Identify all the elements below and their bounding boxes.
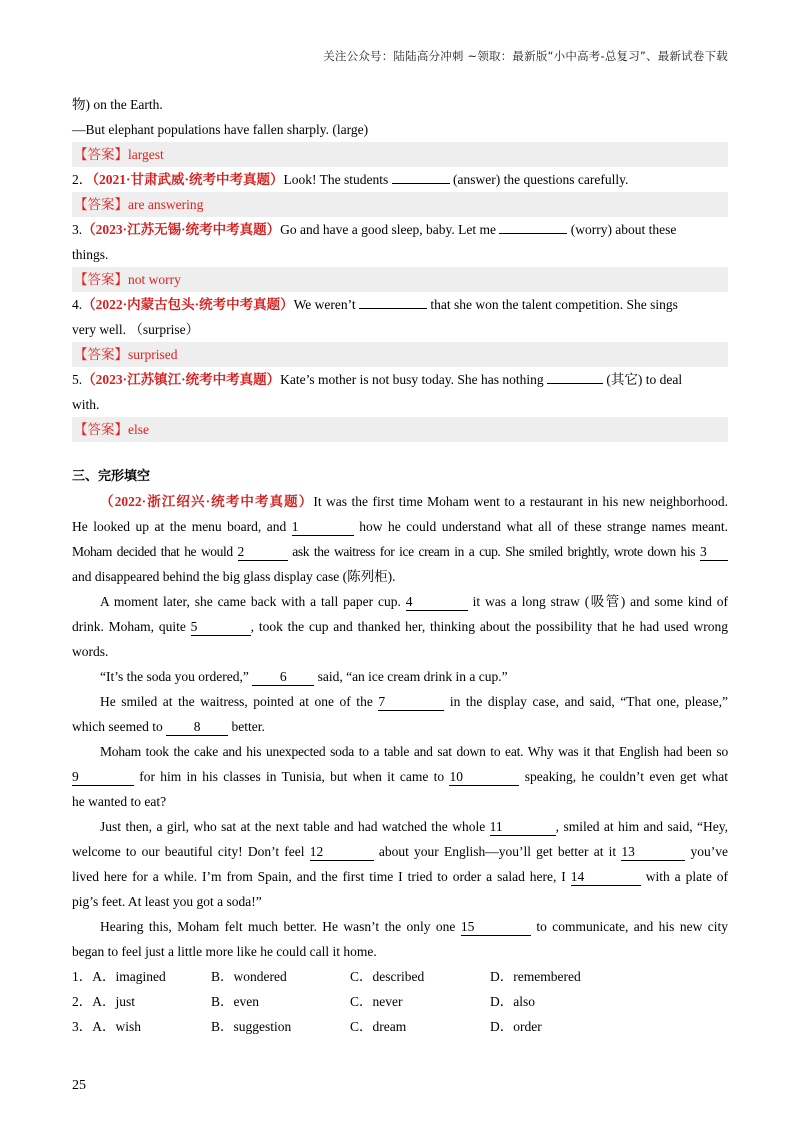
blank-4[interactable]: 4 bbox=[406, 594, 468, 611]
answer-5: 【答案】else bbox=[72, 417, 728, 442]
blank-11[interactable]: 11 bbox=[490, 819, 556, 836]
blank[interactable] bbox=[392, 183, 450, 184]
answer-prev: 【答案】largest bbox=[72, 142, 728, 167]
prev-question-line-1: 物) on the Earth. bbox=[72, 97, 163, 112]
passage-line: lived here for a while. I’m from Spain, and the first time I tried to order a salad here, I 14 with a plate of bbox=[72, 869, 729, 884]
blank-2[interactable]: 2 bbox=[238, 544, 288, 561]
passage-line: words. bbox=[72, 644, 109, 659]
passage-line: He looked up at the menu board, and 1 how he could understand what all of these strange names meant. bbox=[72, 519, 728, 534]
blank-12[interactable]: 12 bbox=[310, 844, 374, 861]
blank-3[interactable]: 3 bbox=[700, 544, 728, 561]
blank-6[interactable]: 6 bbox=[252, 669, 314, 686]
blank-13[interactable]: 13 bbox=[621, 844, 685, 861]
answer-4: 【答案】surprised bbox=[72, 342, 728, 367]
passage-line: Hearing this, Moham felt much better. He wasn’t the only one 15 to communicate, and his new city bbox=[100, 919, 729, 934]
passage-line: A moment later, she came back with a tall paper cup. 4 it was a long straw (吸管) and some kind of bbox=[100, 594, 729, 609]
question-source: （2021·甘肃武威·统考中考真题） bbox=[92, 172, 284, 187]
answer-3: 【答案】not worry bbox=[72, 267, 728, 292]
blank-1[interactable]: 1 bbox=[292, 519, 354, 536]
blank-8[interactable]: 8 bbox=[166, 719, 228, 736]
question-5: 5.（2023·江苏镇江·统考中考真题）Kate’s mother is not busy today. She has nothing (其它) to deal bbox=[72, 372, 683, 387]
page-header: 关注公众号：陆陆高分冲刺 ~领取：最新版“小中高考-总复习”、最新试卷下载 bbox=[323, 49, 728, 63]
option-a[interactable]: A．wish bbox=[92, 1019, 142, 1034]
option-b[interactable]: B．suggestion bbox=[211, 1019, 292, 1034]
question-source: （2023·江苏无锡·统考中考真题） bbox=[82, 222, 281, 237]
option-a[interactable]: A．imagined bbox=[92, 969, 166, 984]
question-5-cont: with. bbox=[72, 397, 100, 412]
option-b[interactable]: B．wondered bbox=[211, 969, 287, 984]
option-c[interactable]: C．never bbox=[350, 994, 403, 1009]
passage-line: Just then, a girl, who sat at the next table and had watched the whole 11 , smiled at him and said, “Hey, bbox=[100, 819, 728, 834]
blank-14[interactable]: 14 bbox=[571, 869, 641, 886]
option-c[interactable]: C．described bbox=[350, 969, 425, 984]
question-source: （2022·内蒙古包头·统考中考真题） bbox=[82, 297, 294, 312]
passage-line: which seemed to 8 better. bbox=[72, 719, 265, 734]
passage-line: （2022·浙江绍兴·统考中考真题）It was the first time Moham went to a restaurant in his new neighborhood. bbox=[100, 494, 728, 509]
section-title: 三、完形填空 bbox=[72, 469, 151, 484]
passage-line: Moham took the cake and his unexpected soda to a table and sat down to eat. Why was it that English had been so bbox=[100, 744, 728, 759]
option-a[interactable]: A．just bbox=[92, 994, 136, 1009]
blank[interactable] bbox=[499, 233, 567, 234]
blank[interactable] bbox=[547, 383, 603, 384]
page-content bbox=[72, 92, 728, 1039]
blank[interactable] bbox=[359, 308, 427, 309]
passage-line: “It’s the soda you ordered,” 6 said, “an ice cream drink in a cup.” bbox=[100, 669, 508, 684]
question-source: （2022·浙江绍兴·统考中考真题） bbox=[100, 494, 314, 509]
answer-2: 【答案】are answering bbox=[72, 192, 728, 217]
page-number: 25 bbox=[72, 1078, 86, 1093]
question-4: 4.（2022·内蒙古包头·统考中考真题）We weren’t that she won the talent competition. She sings bbox=[72, 297, 678, 312]
question-3: 3.（2023·江苏无锡·统考中考真题）Go and have a good sleep, baby. Let me (worry) about these bbox=[72, 222, 677, 237]
passage-line: drink. Moham, quite 5 , took the cup and thanked her, thinking about the possibility that he had used wrong bbox=[72, 619, 728, 634]
blank-9[interactable]: 9 bbox=[72, 769, 134, 786]
passage-line: welcome to our beautiful city! Don’t feel 12 about your English—you’ll get better at it 13 you’ve bbox=[72, 844, 729, 859]
options-row-3: 3．A．wish B．suggestion C．dream D．order bbox=[72, 1014, 728, 1039]
passage-line: Moham decided that he would 2 ask the waitress for ice cream in a cup. She smiled brightly, wrote down his 3 bbox=[72, 539, 728, 564]
passage-line: he wanted to eat? bbox=[72, 794, 167, 809]
question-source: （2023·江苏镇江·统考中考真题） bbox=[82, 372, 281, 387]
prev-question-line-2: —But elephant populations have fallen sharply. (large) bbox=[72, 122, 369, 137]
blank-15[interactable]: 15 bbox=[461, 919, 531, 936]
options-row-2: 2．A．just B．even C．never D．also bbox=[72, 989, 728, 1014]
blank-7[interactable]: 7 bbox=[378, 694, 444, 711]
option-b[interactable]: B．even bbox=[211, 994, 259, 1009]
question-2: 2．（2021·甘肃武威·统考中考真题）Look! The students (answer) the questions carefully. bbox=[72, 172, 629, 187]
passage-line: pig’s feet. At least you got a soda!” bbox=[72, 894, 262, 909]
blank-10[interactable]: 10 bbox=[449, 769, 519, 786]
option-d[interactable]: D．also bbox=[490, 994, 535, 1009]
option-d[interactable]: D．remembered bbox=[490, 969, 581, 984]
passage-line: He smiled at the waitress, pointed at one of the 7 in the display case, and said, “That one, please,” bbox=[100, 694, 729, 709]
question-3-cont: things. bbox=[72, 247, 109, 262]
blank-5[interactable]: 5 bbox=[191, 619, 251, 636]
options-row-1: 1．A．imagined B．wondered C．described D．remembered bbox=[72, 964, 728, 989]
question-4-cont: very well. （surprise） bbox=[72, 322, 200, 337]
option-c[interactable]: C．dream bbox=[350, 1019, 407, 1034]
passage-line: 9 for him in his classes in Tunisia, but when it came to 10 speaking, he couldn’t even get what bbox=[72, 769, 729, 784]
passage-line: began to feel just a little more like he could call it home. bbox=[72, 944, 377, 959]
passage-line: and disappeared behind the big glass display case (陈列柜). bbox=[72, 569, 396, 584]
option-d[interactable]: D．order bbox=[490, 1019, 542, 1034]
